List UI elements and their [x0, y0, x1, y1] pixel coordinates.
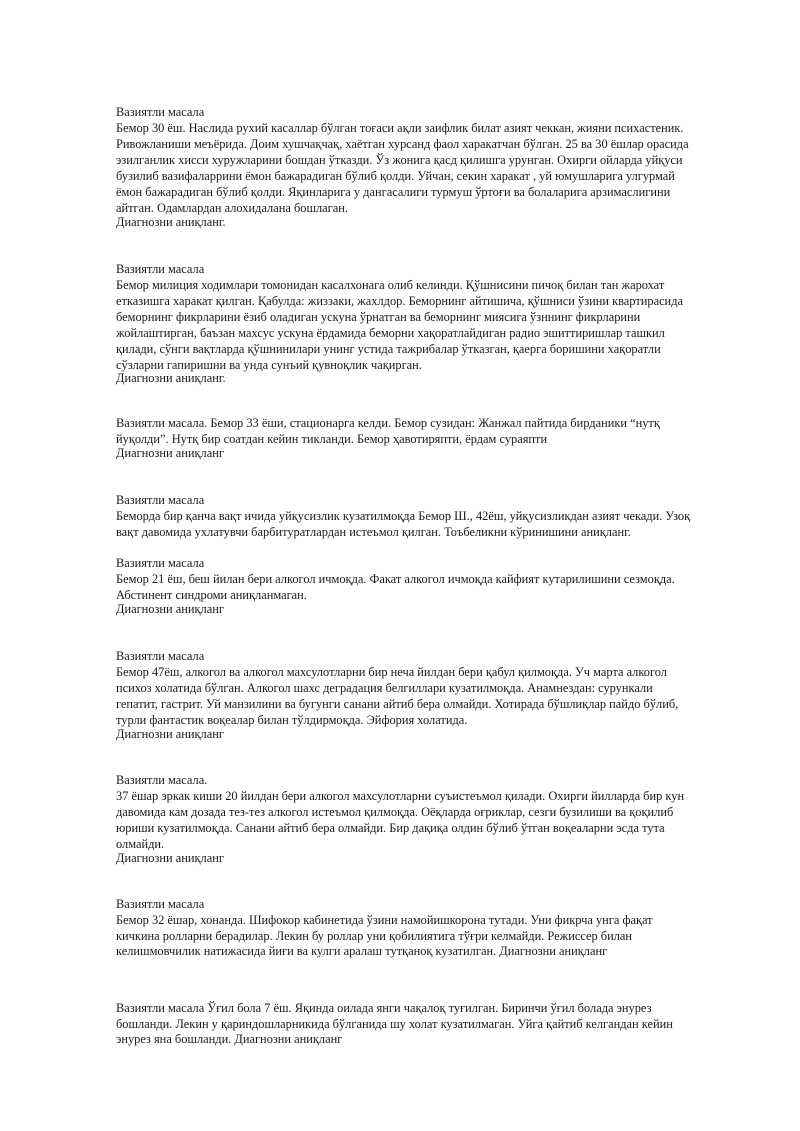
- problem-task: Диагнозни аниқланг: [116, 851, 224, 865]
- problem-text-line: турли фантастик воқеалар билан тўлдирмоқда. Эйфория холатида.: [116, 713, 468, 727]
- problem-text-line: юриши кузатилмоқда. Санани айтиб бера олмайди. Бир дақиқа олдин бўлиб ўтган воқеаларни эсда тута: [116, 821, 665, 835]
- problem-text-line: келишмовчилик натижасида йиғи ва кулги аралаш тутқаноқ кузатилган. Диагнозни аниқланг: [116, 944, 608, 958]
- problem-heading: Вазиятли масала: [116, 262, 205, 276]
- problem-task: вақт давомида ухлатувчи барбитуратлардан истеъмол қилган. Тоъбеликни кўринишини аниқланг.: [116, 525, 631, 539]
- problem-task: Диагнозни аниқланг.: [116, 215, 226, 229]
- problem-text-line: бузилиб вазифаларрини ёмон бажарадиган бўлиб қолди. Уйчан, секин харакат , уй юмушларига улгурмай: [116, 169, 675, 183]
- problem-heading: Вазиятли масала: [116, 897, 205, 911]
- problem-text-line: Беморда бир қанча вақт ичида уйқусизлик кузатилмоқда Бемор Ш., 42ёш, уйқусизликдан азият чекади. Узоқ: [116, 509, 691, 523]
- problem-text-line: бошланди. Лекин у қариндошларникида бўлганида шу холат кузатилмаган. Уйга қайтиб келгандан кейин: [116, 1017, 673, 1031]
- problem-text-line: Бемор 32 ёшар, хонанда. Шифокор кабинетида ўзини намойишкорона тутади. Уни фикрча унга фақат: [116, 913, 653, 927]
- problem-text-line: психоз холатида бўлган. Алкогол шахс деградация белгиллари кузатилмоқда. Анамнездан: сурункали: [116, 681, 653, 695]
- problem-text-line: йуқолди”. Нутқ бир соатдан кейин тикланди. Бемор ҳавотиряпти, ёрдам сураяпти: [116, 432, 548, 446]
- problem-text-line: айтган. Одамлардан алохидалана бошлаган.: [116, 201, 348, 215]
- problem-heading: Вазиятли масала: [116, 556, 205, 570]
- problem-text-line: эзилганлик хисси хуружларини бошдан ўтказди. Ўз жонига қасд қилишга урунган. Охирги ойларда уйқуси: [116, 153, 683, 167]
- problem-text-line: 37 ёшар эркак киши 20 йилдан бери алкогол махсулотларни суъистеъмол қилади. Охирги йилларда бир кун: [116, 789, 685, 803]
- problem-text-line: Вазиятли масала Ўғил бола 7 ёш. Яқинда оилада янги чақалоқ туғилган. Биринчи ўғил болада энурез: [116, 1001, 652, 1015]
- problem-text-line: Бемор 21 ёш, беш йилан бери алкогол ичмоқда. Факат алкогол ичмоқда кайфият кутарилишини сезмоқда.: [116, 572, 675, 586]
- problem-text-line: қилади, сўнги вақтларда қўшнинилари унинг устида тажрибалар ўтказган, қаерга боришини хақоратли: [116, 342, 661, 356]
- problem-text-line: беморнинг фикрларини ёзиб оладиган ускуна ўрнатган ва беморнинг миясига ўзннинг фикрларини: [116, 310, 641, 324]
- problem-heading: Вазиятли масала: [116, 105, 205, 119]
- problem-text-line: Бемор милиция ходимлари томонидан касалхонага олиб келинди. Қўшнисини пичоқ билан тан жарохат: [116, 278, 665, 292]
- problem-text-line: Бемор 47ёш, алкогол ва алкогол махсулотларни бир неча йилдан бери қабул қилмоқда. Уч марта алкогол: [116, 665, 667, 679]
- problem-task: Диагнозни аниқланг: [116, 602, 224, 616]
- problem-text-line: Абстинент синдроми аниқланмаган.: [116, 588, 307, 602]
- problem-text-line: Бемор 30 ёш. Наслида рухий касаллар бўлган тоғаси ақли заифлик билат азият чеккан, жияни психастеник.: [116, 121, 684, 135]
- problem-text-line: кичкина ролларни берадилар. Лекин бу роллар уни қобилиятига тўғри келмайди. Режиссер билан: [116, 929, 633, 943]
- problem-task: Диагнозни аниқланг: [116, 727, 224, 741]
- problem-text-line: сўзларни гапиришни ва унда сунъий қувноқлик чақирган.: [116, 358, 422, 372]
- problem-text-line: энурез яна бошланди. Диагнозни аниқланг: [116, 1032, 343, 1046]
- problem-task: Диагнозни аниқланг.: [116, 371, 226, 385]
- problem-task: Диагнозни аниқланг: [116, 446, 224, 460]
- problem-text-line: ёмон бажарадиган бўлиб қолди. Яқинларига у дангасалиги турмуш ўртоғи ва болаларига арзимаслигини: [116, 185, 671, 199]
- problem-heading: Вазиятли масала: [116, 493, 205, 507]
- problem-text-line: жойлаштирган, баъзан махсус ускуна ёрдамида беморни хақоратлайдиган радио эшиттиришлар ташкил: [116, 326, 665, 340]
- problem-text-line: гепатит, гастрит. Уй манзилини ва бугунги санани айтиб бера олмайди. Хотирада бўшлиқлар пайдо бўлиб,: [116, 697, 679, 711]
- problem-heading: Вазиятли масала.: [116, 773, 208, 787]
- problem-text-line: етказишга харакат қилган. Қабулда: жиззаки, жахлдор. Беморнинг айтишича, қўшниси ўзини квартирасида: [116, 294, 683, 308]
- problem-text-line: давомида кам дозада тез-тез алкогол истеъмол қилмоқда. Оёқларда оғриклар, сезги бузилиши ва қоқилиб: [116, 805, 674, 819]
- problem-text-line: Вазиятли масала. Бемор 33 ёши, стационарга келди. Бемор сузидан: Жанжал пайтида бирданики “нутқ: [116, 416, 660, 430]
- problem-heading: Вазиятли масала: [116, 649, 205, 663]
- problem-text-line: Ривожланиши меъёрида. Доим хушчақчақ, хаётган хурсанд фаол харакатчан бўлган. 25 ва 30 ёшлар орасида: [116, 137, 689, 151]
- problem-text-line: олмайди.: [116, 837, 165, 851]
